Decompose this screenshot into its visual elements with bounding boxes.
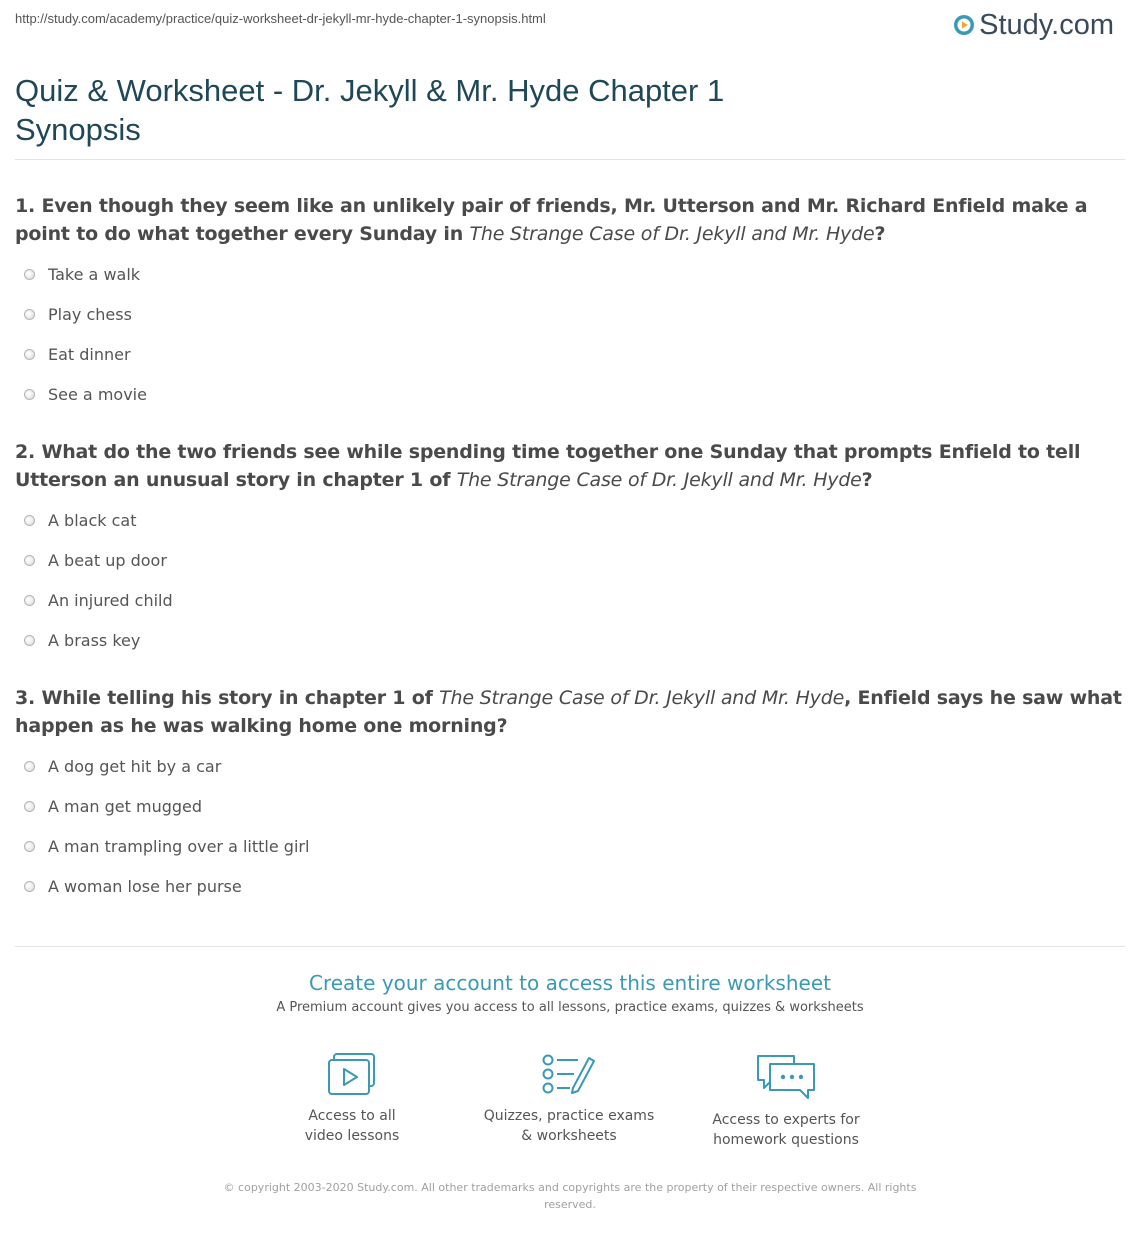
feature-label: Quizzes, practice exams & worksheets <box>483 1108 655 1144</box>
radio-button[interactable] <box>24 555 35 566</box>
cta-subtitle: A Premium account gives you access to all lessons, practice exams, quizzes & worksheets <box>276 1000 864 1015</box>
radio-button[interactable] <box>24 841 35 852</box>
answer-choice[interactable] <box>15 540 1127 580</box>
radio-button[interactable] <box>24 515 35 526</box>
radio-button[interactable] <box>24 801 35 812</box>
feature-quizzes <box>469 1052 669 1146</box>
feature-video-lessons <box>252 1052 452 1146</box>
answer-label: A black cat <box>48 510 137 530</box>
question-list <box>15 192 1127 930</box>
answer-label: A beat up door <box>48 550 167 570</box>
answer-choice[interactable] <box>15 786 1127 826</box>
page-url: http://study.com/academy/practice/quiz-worksheet-dr-jekyll-mr-hyde-chapter-1-synopsis.html <box>15 11 546 26</box>
video-lessons-icon <box>326 1052 378 1098</box>
question-2-text: 2. What do the two friends see while spending time together one Sunday that prompts Enfield to tell Utterson an unusual story in chapter 1 of The Strange Case of Dr. Jekyll and Mr. Hyde? <box>15 441 1081 491</box>
feature-label: Access to experts for homework questions <box>712 1112 860 1148</box>
answer-label: Eat dinner <box>48 344 131 364</box>
radio-button[interactable] <box>24 881 35 892</box>
radio-button[interactable] <box>24 309 35 320</box>
answer-label: Play chess <box>48 304 132 324</box>
page-title: Quiz & Worksheet - Dr. Jekyll & Mr. Hyde Chapter 1 Synopsis <box>15 73 725 147</box>
title-divider <box>15 159 1125 160</box>
radio-button[interactable] <box>24 389 35 400</box>
answer-choice[interactable] <box>15 580 1127 620</box>
study-logo[interactable] <box>953 8 1114 42</box>
quiz-list-icon <box>540 1052 598 1098</box>
answer-label: A man get mugged <box>48 796 203 816</box>
answer-choice[interactable] <box>15 866 1127 906</box>
answer-choice[interactable] <box>15 374 1127 414</box>
cta-divider <box>15 946 1125 947</box>
answer-label: A dog get hit by a car <box>48 756 222 776</box>
answer-choice[interactable] <box>15 500 1127 540</box>
answer-choice[interactable] <box>15 620 1127 660</box>
question-3-text: 3. While telling his story in chapter 1 of The Strange Case of Dr. Jekyll and Mr. Hyde, Enfield says he saw what happen as he was walking home one morning? <box>15 687 1122 737</box>
question-2 <box>15 438 1127 660</box>
answer-choice[interactable] <box>15 826 1127 866</box>
radio-button[interactable] <box>24 269 35 280</box>
answer-label: A man trampling over a little girl <box>48 836 310 856</box>
radio-button[interactable] <box>24 635 35 646</box>
question-3 <box>15 684 1127 906</box>
answer-label: A woman lose her purse <box>48 876 242 896</box>
logo-text: Study.com <box>979 8 1114 41</box>
question-1 <box>15 192 1127 414</box>
answer-label: An injured child <box>48 590 173 610</box>
feature-experts <box>686 1052 886 1150</box>
answer-choice[interactable] <box>15 294 1127 334</box>
cta-title-link[interactable]: Create your account to access this entire worksheet <box>309 971 831 995</box>
question-1-text: 1. Even though they seem like an unlikely pair of friends, Mr. Utterson and Mr. Richard Enfield make a point to do what together every Sunday in The Strange Case of Dr. Jekyll and Mr. Hyde? <box>15 195 1088 245</box>
answer-choice[interactable] <box>15 254 1127 294</box>
copyright-footer: © copyright 2003-2020 Study.com. All other trademarks and copyrights are the property of their respective owners. All rights reserved. <box>223 1181 917 1211</box>
radio-button[interactable] <box>24 761 35 772</box>
feature-label: Access to all video lessons <box>304 1108 400 1144</box>
answer-label: A brass key <box>48 630 141 650</box>
play-circle-logo-icon <box>953 14 975 36</box>
book-title: The Strange Case of Dr. Jekyll and Mr. Hyde <box>456 469 862 491</box>
book-title: The Strange Case of Dr. Jekyll and Mr. Hyde <box>439 687 845 709</box>
book-title: The Strange Case of Dr. Jekyll and Mr. Hyde <box>469 223 875 245</box>
answer-choice[interactable] <box>15 746 1127 786</box>
radio-button[interactable] <box>24 349 35 360</box>
answer-choice[interactable] <box>15 334 1127 374</box>
radio-button[interactable] <box>24 595 35 606</box>
answer-label: Take a walk <box>48 264 141 284</box>
answer-label: See a movie <box>48 384 147 404</box>
account-cta <box>0 968 1140 1015</box>
chat-bubbles-icon <box>754 1052 818 1102</box>
